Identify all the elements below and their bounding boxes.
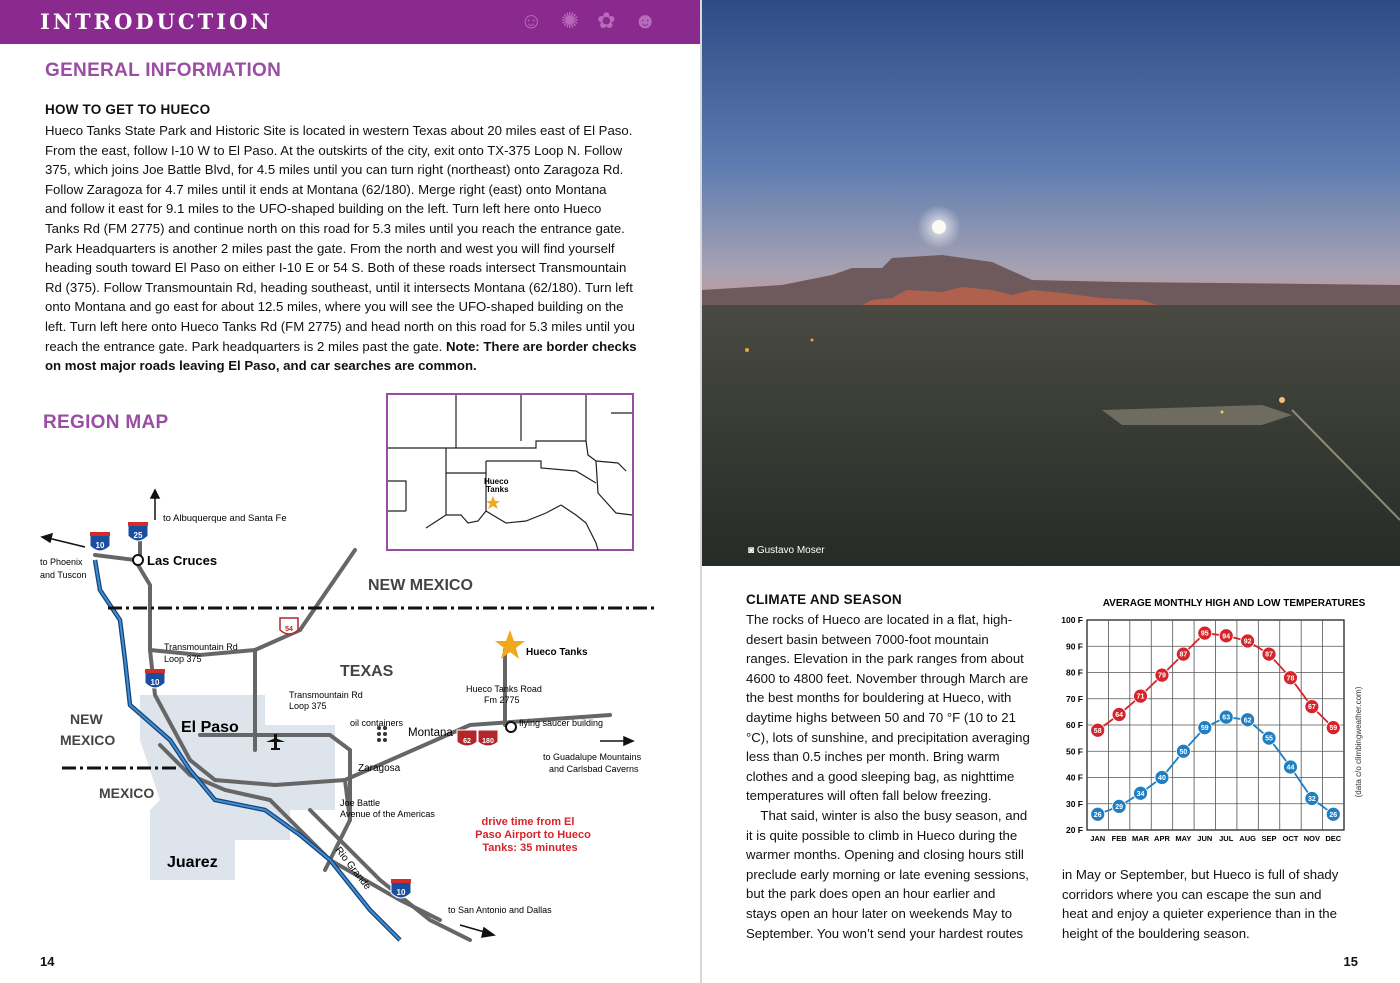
chart-data-label-high: 67 <box>1307 704 1316 712</box>
label-hueco-tanks: Hueco Tanks <box>526 647 588 658</box>
text-line: 375, which joins Joe Battle Blvd, for 4.5 miles until you can turn right (northeast) onto Zaragoza Rd. <box>45 162 624 178</box>
label-carlsbad: and Carlsbad Caverns <box>549 764 639 774</box>
chart-data-label-high: 78 <box>1286 675 1295 683</box>
arrow-east-icon <box>624 737 633 745</box>
us-route-shield-icon <box>457 730 477 746</box>
text-line: onto Montana and go east for about 12.5 miles, where you will see the UFO-shaped building on the <box>45 299 624 315</box>
text-line: temperatures will often fall below freezing. <box>746 788 992 804</box>
chart-data-label-high: 92 <box>1243 638 1252 646</box>
text-line: stays open an hour later on weekends May to <box>746 905 1013 921</box>
chart-data-label-low: 62 <box>1243 717 1252 725</box>
text-line: That said, winter is also the busy season, and <box>746 807 1028 823</box>
chart-y-tick-label: 70 F <box>1065 693 1083 704</box>
chart-x-tick-label: FEB <box>1111 834 1127 843</box>
chart-y-tick-label: 20 F <box>1065 825 1083 835</box>
inset-label-hueco: Hueco <box>484 477 509 486</box>
text-line: Follow Zaragoza for 4.7 miles until it ends at Montana (62/180). Merge right (east) onto Montana <box>45 181 607 197</box>
label-avenue-americas: Avenue of the Americas <box>340 809 435 819</box>
text-line: clothes and a good sleeping bag, as nighttime <box>746 768 1015 784</box>
chart-data-label-high: 95 <box>1200 630 1209 638</box>
chart-y-tick-label: 50 F <box>1065 746 1083 757</box>
photo-credit-name: Gustavo Moser <box>756 545 825 556</box>
text-line: daytime highs between 50 and 70 °F (10 to 21 <box>746 709 1016 725</box>
arrow-southeast-icon <box>482 928 494 937</box>
text-line: less than 0.5 inches per month. Bring warm <box>746 749 1000 765</box>
label-montana: Montana <box>408 727 453 739</box>
label-phoenix: to Phoenix <box>40 557 83 567</box>
label-mexico-side: MEXICO <box>60 732 116 748</box>
chart-data-label-high: 59 <box>1329 725 1338 733</box>
chart-data-label-low: 44 <box>1286 764 1295 772</box>
shield-number: 25 <box>133 531 143 540</box>
chart-x-tick-label: MAR <box>1131 834 1150 843</box>
us-route-shield-icon <box>478 730 498 746</box>
chart-data-label-high: 94 <box>1222 633 1231 641</box>
text-line: it is quite possible to climb in Hueco during the <box>746 827 1018 843</box>
chart-data-label-low: 29 <box>1115 803 1124 811</box>
general-info-heading: GENERAL INFORMATION <box>45 60 282 81</box>
text-line: the best months for bouldering at Hueco, with <box>746 690 1012 706</box>
chart-y-tick-label: 80 F <box>1065 667 1083 678</box>
saucer-marker-icon <box>506 722 516 732</box>
label-guadalupe: to Guadalupe Mountains <box>543 752 642 762</box>
shield-number: 10 <box>396 888 406 897</box>
chart-data-label-high: 79 <box>1158 672 1166 680</box>
header-title: INTRODUCTION <box>40 9 273 34</box>
arrow-north-icon <box>151 490 159 498</box>
chart-x-tick-label: OCT <box>1282 834 1299 843</box>
temperature-chart <box>1054 592 1374 854</box>
text-line: and follow it east for 9.1 miles to the UFO-shaped building on the left. Turn left here onto Hueco <box>45 201 602 217</box>
interstate-shield-icon <box>90 532 110 551</box>
text-line: height of the bouldering season. <box>1062 925 1250 941</box>
text-line <box>45 356 685 376</box>
text-line: corridors where you can escape the sun and <box>1062 886 1322 902</box>
text-line: warmer months. Opening and closing hours still <box>746 847 1024 863</box>
chart-data-label-low: 55 <box>1265 735 1273 743</box>
chart-x-tick-label: JUL <box>1219 834 1234 843</box>
page-number-right: 15 <box>1343 954 1358 969</box>
chart-y-tick-label: 30 F <box>1065 798 1083 809</box>
label-transmountain-2: Transmountain Rd <box>289 690 363 700</box>
chart-y-tick-label: 60 F <box>1065 720 1083 730</box>
text-line: preclude early morning or late evening sessions, <box>746 866 1029 882</box>
chart-data-label-low: 34 <box>1136 790 1145 798</box>
text-line: Rd (375). Follow Transmountain Rd, heading southeast, until it intersects Montana (62/180). Turn left <box>45 279 633 295</box>
shield-number: 54 <box>285 626 293 633</box>
chart-data-label-high: 64 <box>1115 712 1124 720</box>
chart-data-label-low: 40 <box>1158 775 1166 783</box>
chart-x-tick-label: NOV <box>1303 834 1321 843</box>
chart-y-tick-label: 40 F <box>1065 772 1083 783</box>
chart-x-tick-label: JAN <box>1090 834 1106 843</box>
chart-x-tick-label: DEC <box>1325 834 1342 843</box>
label-tuscon: and Tuscon <box>40 570 87 580</box>
chart-data-label-high: 87 <box>1265 651 1273 659</box>
region-map-heading: REGION MAP <box>43 412 169 433</box>
shield-number: 10 <box>150 678 160 687</box>
header-bar <box>0 0 700 44</box>
chart-source: (data c/o climbingweather.com) <box>1354 686 1363 798</box>
interstate-shield-icon <box>145 669 165 688</box>
text-line: Park Headquarters is another 2 miles past the gate. From the north and west you will find yourself <box>45 240 615 256</box>
camera-icon: ◙ <box>748 545 755 556</box>
note-bold: on most major roads leaving El Paso, and car searches are common. <box>45 358 477 374</box>
label-el-paso: El Paso <box>181 719 239 736</box>
label-las-cruces: Las Cruces <box>147 553 218 568</box>
label-loop-375-2: Loop 375 <box>289 701 327 711</box>
chart-data-label-low: 50 <box>1179 748 1188 756</box>
chart-x-tick-label: JUN <box>1197 834 1213 843</box>
label-new-side: NEW <box>70 711 103 727</box>
photo-credit <box>748 545 825 556</box>
page-number-left: 14 <box>40 954 55 969</box>
shield-number: 180 <box>482 738 494 745</box>
text-line: but the park does open an hour earlier and <box>746 886 996 902</box>
chart-y-tick-label: 90 F <box>1065 641 1083 652</box>
how-to-get-heading: HOW TO GET TO HUECO <box>45 102 211 117</box>
us-route-shield-icon <box>280 618 298 634</box>
header-glyph-icons: ☺ ✺ ✿ ☻ <box>520 8 663 33</box>
inset-label-tanks: Tanks <box>486 485 509 494</box>
label-zaragosa: Zaragosa <box>358 763 401 774</box>
oil-container-icon <box>377 726 387 742</box>
chart-x-tick-label: APR <box>1154 834 1170 843</box>
chart-data-label-low: 26 <box>1093 811 1102 819</box>
label-oil-containers: oil containers <box>350 718 404 728</box>
text-line: September. You won’t send your hardest routes <box>746 925 1024 941</box>
chart-data-label-high: 58 <box>1093 727 1102 735</box>
text-line-part: reach the entrance gate. Park headquarters is 2 miles past the gate. <box>45 338 443 354</box>
shield-number: 10 <box>95 541 105 550</box>
text-line: The rocks of Hueco are located in a flat, high- <box>746 612 1013 627</box>
interstate-shield-icon <box>391 879 411 898</box>
label-albuquerque: to Albuquerque and Santa Fe <box>163 513 287 524</box>
chart-y-tick-label: 100 F <box>1061 615 1083 625</box>
climate-paragraph-col1 <box>746 610 1046 943</box>
label-hueco-tanks-road: Hueco Tanks Road <box>466 684 542 694</box>
region-map <box>0 480 700 950</box>
chart-x-tick-label: MAY <box>1175 834 1192 843</box>
label-rio-grande: Rio Grande <box>332 845 373 893</box>
las-cruces-marker-icon <box>133 555 143 565</box>
text-line: left. Turn left here onto Hueco Tanks Rd (FM 2775) and head north on this road for 5.3 miles until you <box>45 318 635 334</box>
chart-data-label-high: 87 <box>1179 651 1188 659</box>
label-juarez: Juarez <box>167 854 218 871</box>
chart-data-label-low: 32 <box>1307 796 1316 804</box>
right-page <box>702 0 1400 983</box>
note-bold: Note: There are border checks <box>446 338 637 354</box>
climate-heading: CLIMATE AND SEASON <box>746 592 902 607</box>
landscape-photo <box>702 0 1400 566</box>
arrow-west-icon <box>42 534 52 542</box>
chart-x-tick-label: SEP <box>1261 834 1277 843</box>
text-line: From the east, follow I-10 W to El Paso. At the outskirts of the city, exit onto TX-375 Loop N. Follow <box>45 142 623 158</box>
text-line: °C), lots of sunshine, and precipitation averaging <box>746 729 1030 745</box>
chart-data-label-low: 59 <box>1200 725 1209 733</box>
label-drive-time-1: drive time from El <box>481 816 575 828</box>
text-line: desert basin between 7000-foot mountain <box>746 631 989 647</box>
label-joe-battle: Joe Battle <box>340 798 381 808</box>
chart-title: AVERAGE MONTHLY HIGH AND LOW TEMPERATURES <box>1102 598 1366 609</box>
label-drive-time-3: Tanks: 35 minutes <box>482 842 578 854</box>
label-transmountain-1: Transmountain Rd <box>164 642 238 652</box>
label-drive-time-2: Paso Airport to Hueco <box>475 829 591 841</box>
label-texas: TEXAS <box>340 663 394 680</box>
text-line: Hueco Tanks State Park and Historic Site is located in western Texas about 20 miles east of El Paso. <box>45 123 633 138</box>
shield-number: 62 <box>463 738 471 745</box>
label-fm-2775: Fm 2775 <box>484 695 520 705</box>
text-line: heat and enjoy a quieter experience than in the <box>1062 906 1337 922</box>
label-new-mexico-state: NEW MEXICO <box>368 577 473 594</box>
text-line <box>45 337 685 357</box>
climate-paragraph-col2 <box>1062 865 1372 943</box>
chart-data-label-high: 71 <box>1136 693 1145 701</box>
text-line: in May or September, but Hueco is full of shady <box>1062 867 1339 882</box>
label-flying-saucer: flying saucer building <box>519 718 604 728</box>
text-line: 4600 to 4800 feet. November through March are <box>746 670 1029 686</box>
label-mexico: MEXICO <box>99 785 155 801</box>
interstate-shield-icon <box>128 522 148 541</box>
text-line: ranges. Elevation in the park ranges from about <box>746 651 1024 667</box>
hueco-star-icon <box>495 630 525 659</box>
chart-data-label-low: 63 <box>1222 714 1231 722</box>
text-line: heading south toward El Paso on either I-10 E or 54 S. Both of these roads intersect Transmountain <box>45 260 627 276</box>
text-line: Tanks Rd (FM 2775) and continue north on this road for 5.3 miles until you reach the entrance gate. <box>45 220 625 236</box>
label-san-antonio: to San Antonio and Dallas <box>448 905 552 915</box>
chart-x-tick-label: AUG <box>1239 834 1256 843</box>
chart-data-label-low: 26 <box>1329 811 1338 819</box>
label-loop-375-1: Loop 375 <box>164 654 202 664</box>
directions-paragraph <box>45 121 685 376</box>
